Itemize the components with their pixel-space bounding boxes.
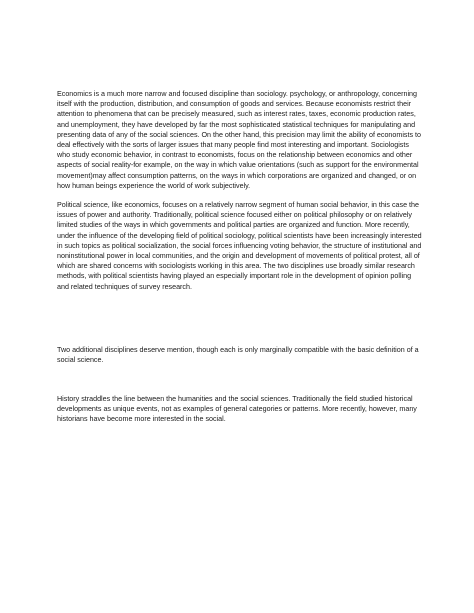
paragraph-political-science: Political science, like economics, focuses on a relatively narrow segment of human social behavior, in this case the issues of power and authority. Traditionally, political science focused either on political philosophy or on relatively limited studies of the ways in which governments and political parties are organized and function. More recently, under the influence of the developing field of political sociology, political scientists have been increasingly interested in such topics as political socialization, the social forces influencing voting behavior, the structure of institutional and noninstitutional power in local communities, and the origin and development of movements of political protest, all of which are shared concerns with sociologists working in this area. The two disciplines use broadly similar research methods, with political scientists having played an especially important role in the development of opinion polling and related techniques of survey research. [57,201,422,291]
paragraph-economics: Economics is a much more narrow and focused discipline than sociology. psychology, or anthropology, concerning itself with the production, distribution, and consumption of goods and services. Because economists restrict their attention to phenomena that can be precisely measured, such as interest rates, taxes, economic production rates, and unemployment, they have developed by far the most sophisticated statistical techniques for manipulating and presenting data of any of the social sciences. On the other hand, this precision may limit the ability of economists to deal effectively with the sorts of larger issues that many people find most interesting and important. Sociologists who study economic behavior, in contrast to economists, focus on the relationship between economics and other aspects of social reality-for example, on the way in which value orientations (such as support for the environmental movement)may affect consumption patterns, on the ways in which corporations are organized and changed, or on how human beings experience the world of work subjectively. [57,90,421,190]
paragraph-history: History straddles the line between the humanities and the social sciences. Traditionally the field studied historical developments as unique events, not as examples of general categories or patterns. More recently, however, many historians have become more interested in the social. [57,395,417,424]
paragraph-additional-disciplines: Two additional disciplines deserve mention, though each is only marginally compatible with the basic definition of a social science. [57,346,419,365]
